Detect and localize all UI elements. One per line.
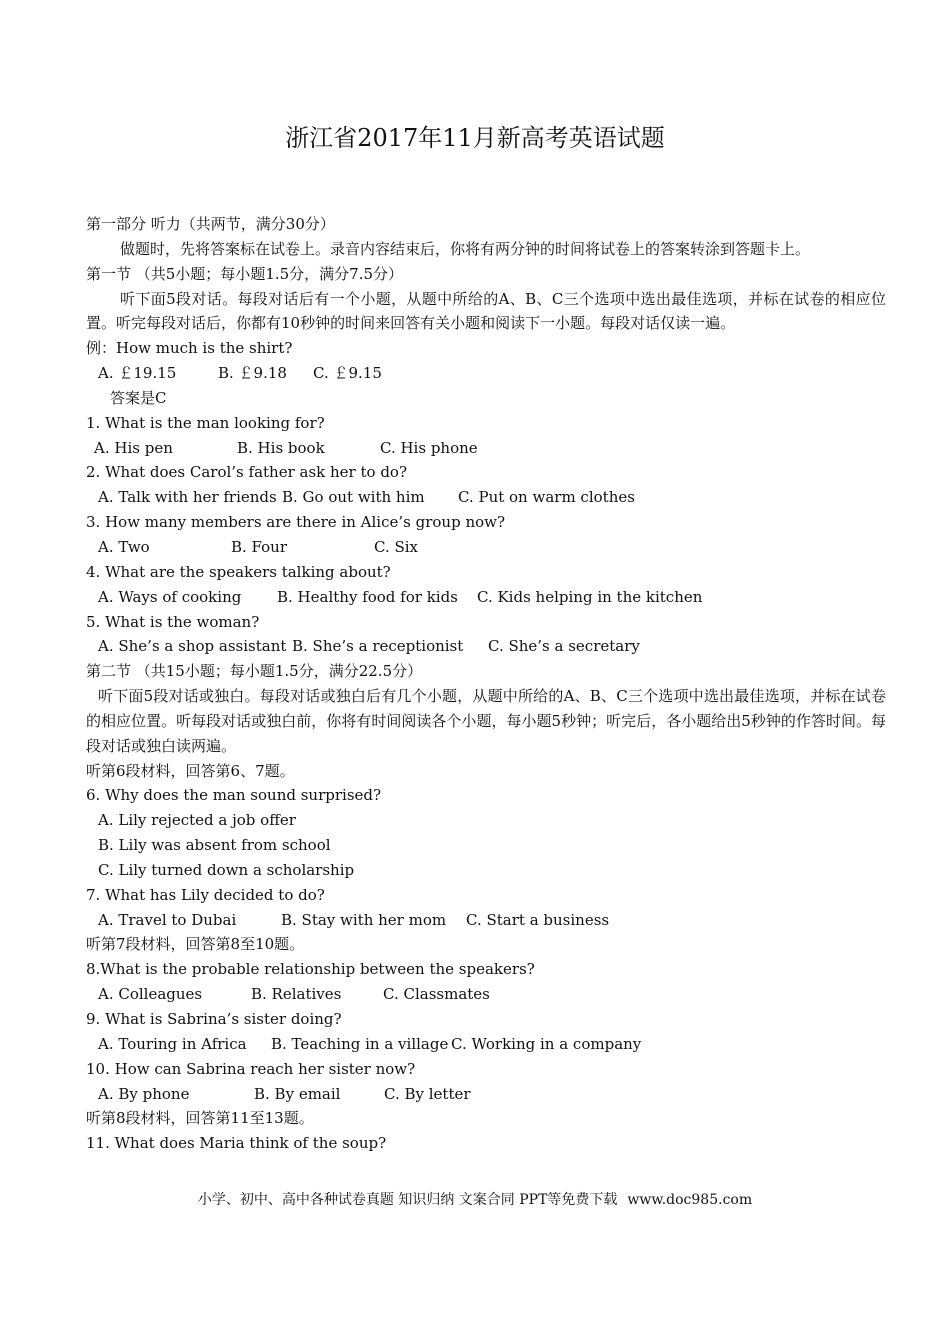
option-b: B. Teaching in a village — [271, 1034, 449, 1053]
option-b: B. She’s a receptionist — [292, 637, 464, 656]
option-b: B. Go out with him — [282, 488, 425, 507]
option-a: A. Ways of cooking — [98, 587, 242, 606]
example-answer: 答案是C — [110, 388, 167, 407]
option-a: A. She’s a shop assistant — [98, 637, 287, 656]
option-b: B. ￡9.18 — [218, 364, 287, 383]
question-9-options — [86, 1032, 886, 1057]
question-6-option-c: C. Lily turned down a scholarship — [98, 860, 355, 879]
question-6-option-b: B. Lily was absent from school — [98, 836, 331, 855]
option-c: C. Kids helping in the kitchen — [477, 587, 703, 606]
example-options — [86, 361, 886, 386]
question-11: 11. What does Maria think of the soup? — [86, 1134, 387, 1153]
option-a: A. Touring in Africa — [98, 1034, 247, 1053]
question-2: 2. What does Carol’s father ask her to do? — [86, 463, 407, 482]
option-b: B. Stay with her mom — [281, 910, 447, 929]
material-6-note: 听第6段材料，回答第6、7题。 — [86, 761, 295, 780]
question-4-options — [86, 585, 886, 610]
question-10-options — [86, 1082, 886, 1107]
question-2-options — [86, 485, 886, 510]
option-b: B. By email — [254, 1084, 341, 1103]
option-c: C. ￡9.15 — [313, 364, 382, 383]
option-b: B. Relatives — [251, 985, 342, 1004]
question-6-option-a: A. Lily rejected a job offer — [98, 811, 296, 830]
question-4: 4. What are the speakers talking about? — [86, 562, 391, 581]
question-8-options — [86, 982, 886, 1007]
question-6: 6. Why does the man sound surprised? — [86, 786, 382, 805]
option-c: C. Six — [374, 537, 419, 556]
question-1: 1. What is the man looking for? — [86, 413, 325, 432]
question-7: 7. What has Lily decided to do? — [86, 885, 325, 904]
option-b: B. His book — [237, 438, 325, 457]
exam-content — [86, 212, 886, 1156]
question-8: 8.What is the probable relationship between the speakers? — [86, 960, 535, 979]
section1-instruction: 听下面5段对话。每段对话后有一个小题，从题中所给的A、B、C三个选项中选出最佳选项，并标在试卷的相应位置。听完每段对话后，你都有10秒钟的时间来回答有关小题和阅读下一小题。每段对话仅读一遍。 — [86, 289, 886, 333]
footer-text: 小学、初中、高中各种试卷真题 知识归纳 文案合同 PPT等免费下载 — [197, 1192, 618, 1208]
option-a: A. His pen — [94, 438, 173, 457]
option-a: A. Travel to Dubai — [98, 910, 237, 929]
option-b: B. Four — [231, 537, 288, 556]
question-1-options — [86, 436, 886, 461]
example-question: 例：How much is the shirt? — [86, 339, 293, 358]
option-c: C. Working in a company — [451, 1034, 642, 1053]
material-8-note: 听第8段材料，回答第11至13题。 — [86, 1109, 314, 1128]
question-7-options — [86, 908, 886, 933]
option-c: C. Classmates — [383, 985, 490, 1004]
page-footer — [0, 1188, 950, 1212]
option-a: A. ￡19.15 — [98, 364, 177, 383]
option-a: A. By phone — [98, 1084, 190, 1103]
section2-heading: 第二节 （共15小题；每小题1.5分，满分22.5分） — [86, 662, 423, 681]
page-title: 浙江省2017年11月新高考英语试题 — [285, 124, 665, 152]
option-c: C. She’s a secretary — [488, 637, 640, 656]
option-c: C. His phone — [380, 438, 478, 457]
option-b: B. Healthy food for kids — [277, 587, 458, 606]
section2-instruction: 听下面5段对话或独白。每段对话或独白后有几个小题，从题中所给的A、B、C三个选项中选出最佳选项，并标在试卷的相应位置。听每段对话或独白前，你将有时间阅读各个小题，每小题5秒钟；听完后，各小题给出5秒钟的作答时间。每段对话或独白读两遍。 — [86, 687, 886, 755]
part1-instruction: 做题时，先将答案标在试卷上。录音内容结束后，你将有两分钟的时间将试卷上的答案转涂到答题卡上。 — [120, 239, 811, 258]
option-a: A. Colleagues — [98, 985, 203, 1004]
question-3: 3. How many members are there in Alice’s group now? — [86, 513, 506, 532]
question-10: 10. How can Sabrina reach her sister now? — [86, 1059, 416, 1078]
question-5-options — [86, 634, 886, 659]
section1-heading: 第一节 （共5小题；每小题1.5分，满分7.5分） — [86, 264, 404, 283]
option-c: C. Put on warm clothes — [458, 488, 635, 507]
option-a: A. Two — [98, 537, 150, 556]
option-c: C. By letter — [384, 1084, 471, 1103]
option-a: A. Talk with her friends — [98, 488, 277, 507]
question-5: 5. What is the woman? — [86, 612, 260, 631]
part1-heading: 第一部分 听力（共两节，满分30分） — [86, 215, 335, 233]
option-c: C. Start a business — [466, 910, 610, 929]
question-3-options — [86, 535, 886, 560]
question-9: 9. What is Sabrina’s sister doing? — [86, 1010, 342, 1028]
material-7-note: 听第7段材料，回答第8至10题。 — [86, 935, 305, 954]
footer-url[interactable]: www.doc985.com — [627, 1192, 753, 1208]
